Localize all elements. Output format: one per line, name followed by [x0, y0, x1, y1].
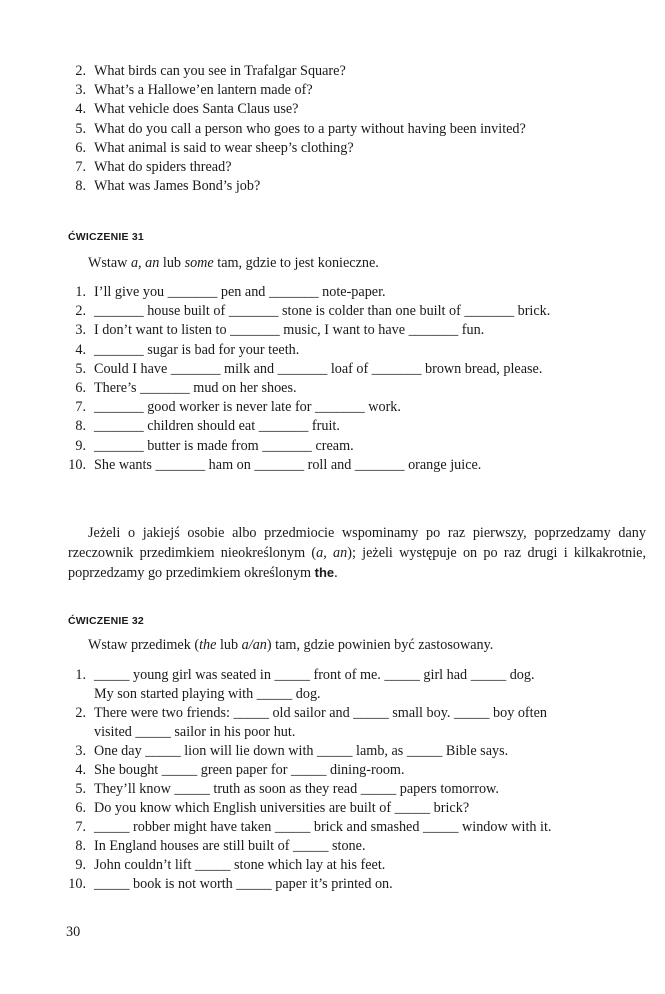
list-item — [66, 120, 526, 139]
item-text: _____ young girl was seated in _____ front of me. _____ girl had _____ dog. — [94, 667, 535, 683]
list-item — [66, 158, 526, 177]
item-text: I don’t want to listen to _______ music, I want to have _______ fun. — [94, 322, 485, 339]
item-text: What vehicle does Santa Claus use? — [94, 101, 299, 118]
item-number: 6. — [75, 139, 86, 156]
explanation-text: Jeżeli o jakiejś osobie albo przedmiocie wspominamy po raz pierwszy, poprzedzamy dany rzeczownik przedimkiem nieokreślonym ( — [68, 525, 646, 561]
instruction-text: ) tam, gdzie powinien być zastosowany. — [266, 637, 494, 653]
item-text: _______ sugar is bad for your teeth. — [94, 341, 300, 358]
list-item — [66, 139, 526, 158]
item-number: 3. — [75, 82, 86, 99]
item-number: 3. — [75, 322, 86, 339]
list-item-continuation — [66, 723, 551, 742]
item-text: What’s a Hallowe’en lantern made of? — [94, 82, 313, 99]
item-number: 4. — [75, 101, 86, 118]
instruction-text: Wstaw — [88, 255, 131, 271]
item-text: What do spiders thread? — [94, 159, 232, 176]
list-item — [66, 321, 550, 340]
list-item — [66, 81, 526, 100]
instruction-text: Wstaw przedimek ( — [88, 637, 200, 653]
list-item — [66, 417, 550, 436]
item-text: There were two friends: _____ old sailor and _____ small boy. _____ boy often — [94, 705, 547, 721]
item-number: 7. — [75, 819, 86, 835]
item-number: 2. — [75, 705, 86, 721]
item-number: 7. — [75, 159, 86, 176]
grammar-explanation — [68, 523, 646, 583]
item-text: She bought _____ green paper for _____ dining-room. — [94, 762, 405, 778]
explanation-text: . — [334, 565, 338, 581]
list-item — [66, 437, 550, 456]
list-item — [66, 742, 551, 761]
item-number: 4. — [75, 762, 86, 778]
item-number: 7. — [75, 399, 86, 416]
item-text: What animal is said to wear sheep’s clothing? — [94, 139, 354, 156]
item-number: 9. — [75, 437, 86, 454]
item-number: 1. — [75, 667, 86, 683]
list-item — [66, 837, 551, 856]
item-number: 6. — [75, 380, 86, 397]
item-number: 8. — [75, 838, 86, 854]
list-item — [66, 856, 551, 875]
exercise-31-list — [66, 283, 550, 475]
list-item — [66, 283, 550, 302]
item-number: 9. — [75, 857, 86, 873]
page-number: 30 — [66, 924, 81, 940]
item-text: Could I have _______ milk and _______ loaf of _______ brown bread, please. — [94, 360, 543, 377]
item-text: visited _____ sailor in his poor hut. — [94, 724, 296, 740]
list-item — [66, 799, 551, 818]
item-text: _______ house built of _______ stone is colder than one built of _______ brick. — [94, 303, 551, 320]
exercise-31-instruction — [88, 255, 379, 272]
list-item — [66, 704, 551, 723]
exercise-32-list — [66, 666, 551, 894]
exercise-32-instruction — [88, 637, 493, 654]
item-number: 5. — [75, 781, 86, 797]
instruction-italic-a-an: a/an — [241, 637, 267, 653]
item-text: In England houses are still built of _____ stone. — [94, 838, 366, 854]
item-text: What birds can you see in Trafalgar Square? — [94, 63, 346, 79]
item-text: _____ book is not worth _____ paper it’s printed on. — [94, 876, 393, 892]
instruction-italic-some: some — [184, 255, 214, 271]
item-number: 10. — [68, 876, 86, 892]
list-item — [66, 379, 550, 398]
item-number: 2. — [75, 63, 86, 79]
explanation-italic: a, an — [316, 545, 348, 561]
list-item — [66, 818, 551, 837]
item-text: John couldn’t lift _____ stone which lay at his feet. — [94, 857, 386, 873]
item-number: 3. — [75, 743, 86, 759]
list-item — [66, 177, 526, 196]
list-item-continuation — [66, 685, 551, 704]
item-text: _______ butter is made from _______ cream. — [94, 437, 354, 454]
explanation-text: ); jeżeli występuje on po raz drugi i kilkakrotnie, poprzedzamy go przedimkiem określonym — [68, 545, 647, 581]
item-text: One day _____ lion will lie down with _____ lamb, as _____ Bible says. — [94, 743, 509, 759]
item-number: 8. — [75, 418, 86, 435]
list-item — [66, 456, 550, 475]
item-text: There’s _______ mud on her shoes. — [94, 380, 297, 397]
item-text: My son started playing with _____ dog. — [94, 686, 321, 702]
item-number: 10. — [68, 456, 86, 473]
list-item — [66, 62, 526, 81]
item-text: They’ll know _____ truth as soon as they read _____ papers tomorrow. — [94, 781, 499, 797]
exercise-31-heading: ĆWICZENIE 31 — [68, 231, 144, 243]
list-item — [66, 341, 550, 360]
instruction-italic-a-an: a, an — [130, 255, 160, 271]
item-text: _______ children should eat _______ fruit. — [94, 418, 340, 435]
item-number: 4. — [75, 341, 86, 358]
item-text: _____ robber might have taken _____ brick and smashed _____ window with it. — [94, 819, 552, 835]
question-list — [66, 62, 526, 196]
list-item — [66, 360, 550, 379]
item-number: 5. — [75, 120, 86, 137]
item-text: Do you know which English universities are built of _____ brick? — [94, 800, 470, 816]
item-number: 1. — [75, 284, 86, 300]
item-text: What was James Bond’s job? — [94, 178, 261, 195]
item-text: _______ good worker is never late for _______ work. — [94, 399, 401, 416]
list-item — [66, 761, 551, 780]
exercise-32-heading: ĆWICZENIE 32 — [68, 615, 144, 627]
item-number: 6. — [75, 800, 86, 816]
list-item — [66, 100, 526, 119]
item-number: 2. — [75, 303, 86, 320]
list-item — [66, 780, 551, 799]
list-item — [66, 666, 551, 685]
list-item — [66, 875, 551, 894]
list-item — [66, 302, 550, 321]
item-number: 5. — [75, 360, 86, 377]
item-text: She wants _______ ham on _______ roll and _______ orange juice. — [94, 456, 482, 473]
item-text: I’ll give you _______ pen and _______ note-paper. — [94, 284, 386, 300]
instruction-text: tam, gdzie to jest konieczne. — [213, 255, 379, 271]
instruction-text: lub — [159, 255, 185, 271]
item-number: 8. — [75, 178, 86, 195]
list-item — [66, 398, 550, 417]
item-text: What do you call a person who goes to a party without having been invited? — [94, 120, 526, 137]
instruction-italic-the: the — [199, 637, 217, 653]
explanation-bold: the — [314, 565, 335, 580]
instruction-text: lub — [216, 637, 242, 653]
